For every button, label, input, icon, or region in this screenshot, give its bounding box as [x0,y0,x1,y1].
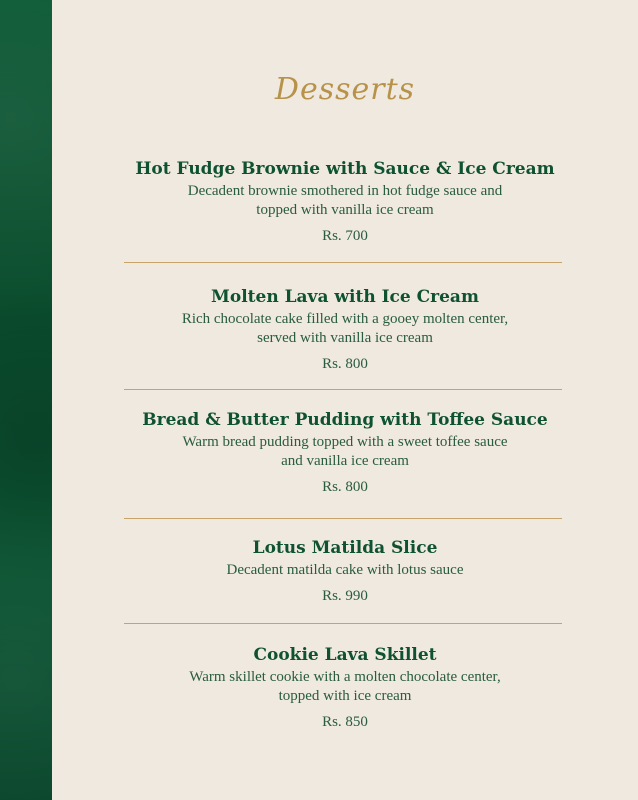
item-name: Bread & Butter Pudding with Toffee Sauce [142,410,548,430]
menu-item-bread-butter-pudding [52,409,638,496]
menu-item-molten-lava [52,286,638,373]
divider [124,389,562,390]
item-description-line: topped with ice cream [278,688,412,704]
item-price: Rs. 800 [322,479,368,495]
menu-item-lotus-matilda-slice [52,537,638,605]
menu-item-hot-fudge-brownie [52,158,638,245]
item-description [52,668,638,706]
menu-title: Desserts [274,72,416,107]
item-description-line: Warm bread pudding topped with a sweet toffee sauce [182,434,508,450]
item-description-line: and vanilla ice cream [281,453,409,469]
item-description-line: Rich chocolate cake filled with a gooey molten center, [181,311,509,327]
item-description [52,433,638,471]
divider [124,262,562,263]
item-description [52,310,638,348]
item-price: Rs. 800 [322,356,368,372]
item-description-line: Decadent matilda cake with lotus sauce [226,562,464,578]
item-name: Molten Lava with Ice Cream [211,287,479,307]
item-description [52,182,638,220]
item-name: Lotus Matilda Slice [252,538,438,558]
divider [124,623,562,624]
item-price: Rs. 990 [322,588,368,604]
divider [124,518,562,519]
menu-item-cookie-lava-skillet [52,644,638,731]
item-description-line: Decadent brownie smothered in hot fudge sauce and [187,183,503,199]
item-description [52,561,638,580]
item-description-line: topped with vanilla ice cream [256,202,434,218]
item-description-line: Warm skillet cookie with a molten chocolate center, [189,669,501,685]
green-side-band [0,0,52,800]
menu-page [52,0,638,800]
item-price: Rs. 700 [322,228,368,244]
item-name: Hot Fudge Brownie with Sauce & Ice Cream [135,159,555,179]
item-name: Cookie Lava Skillet [253,645,437,665]
item-description-line: served with vanilla ice cream [257,330,433,346]
item-price: Rs. 850 [322,714,368,730]
